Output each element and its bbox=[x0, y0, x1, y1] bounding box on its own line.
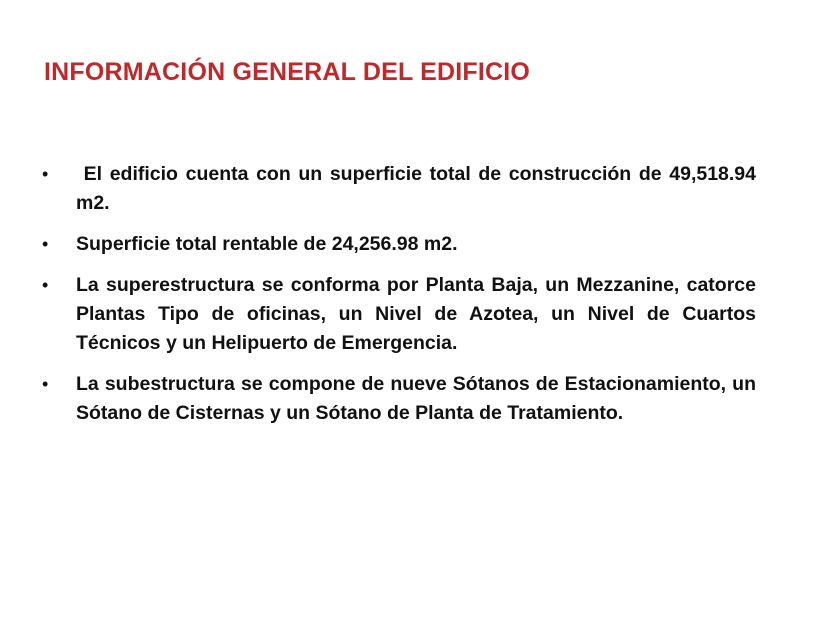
bullet-item-construction-area bbox=[40, 160, 762, 218]
bullet-icon: • bbox=[42, 234, 49, 254]
bullet-text: El edificio cuenta con un superficie total de construcción de 49,518.94 m2. bbox=[76, 163, 762, 214]
bullet-list bbox=[40, 160, 762, 440]
bullet-item-superstructure bbox=[40, 271, 756, 358]
bullet-text: Superficie total rentable de 24,256.98 m2. bbox=[76, 233, 458, 255]
bullet-icon: • bbox=[42, 164, 49, 184]
bullet-item-rentable-area bbox=[40, 230, 756, 259]
bullet-item-substructure bbox=[40, 370, 756, 428]
bullet-text: La subestructura se compone de nueve Sótanos de Estacionamiento, un Sótano de Cisternas y un Sótano de Planta de Tratamiento. bbox=[76, 373, 756, 424]
slide-title: INFORMACIÓN GENERAL DEL EDIFICIO bbox=[44, 58, 531, 86]
bullet-icon: • bbox=[42, 275, 49, 295]
bullet-icon: • bbox=[42, 374, 49, 394]
bullet-text: La superestructura se conforma por Planta Baja, un Mezzanine, catorce Plantas Tipo de oficinas, un Nivel de Azotea, un Nivel de Cuartos Técnicos y un Helipuerto de Emergencia. bbox=[76, 274, 756, 354]
